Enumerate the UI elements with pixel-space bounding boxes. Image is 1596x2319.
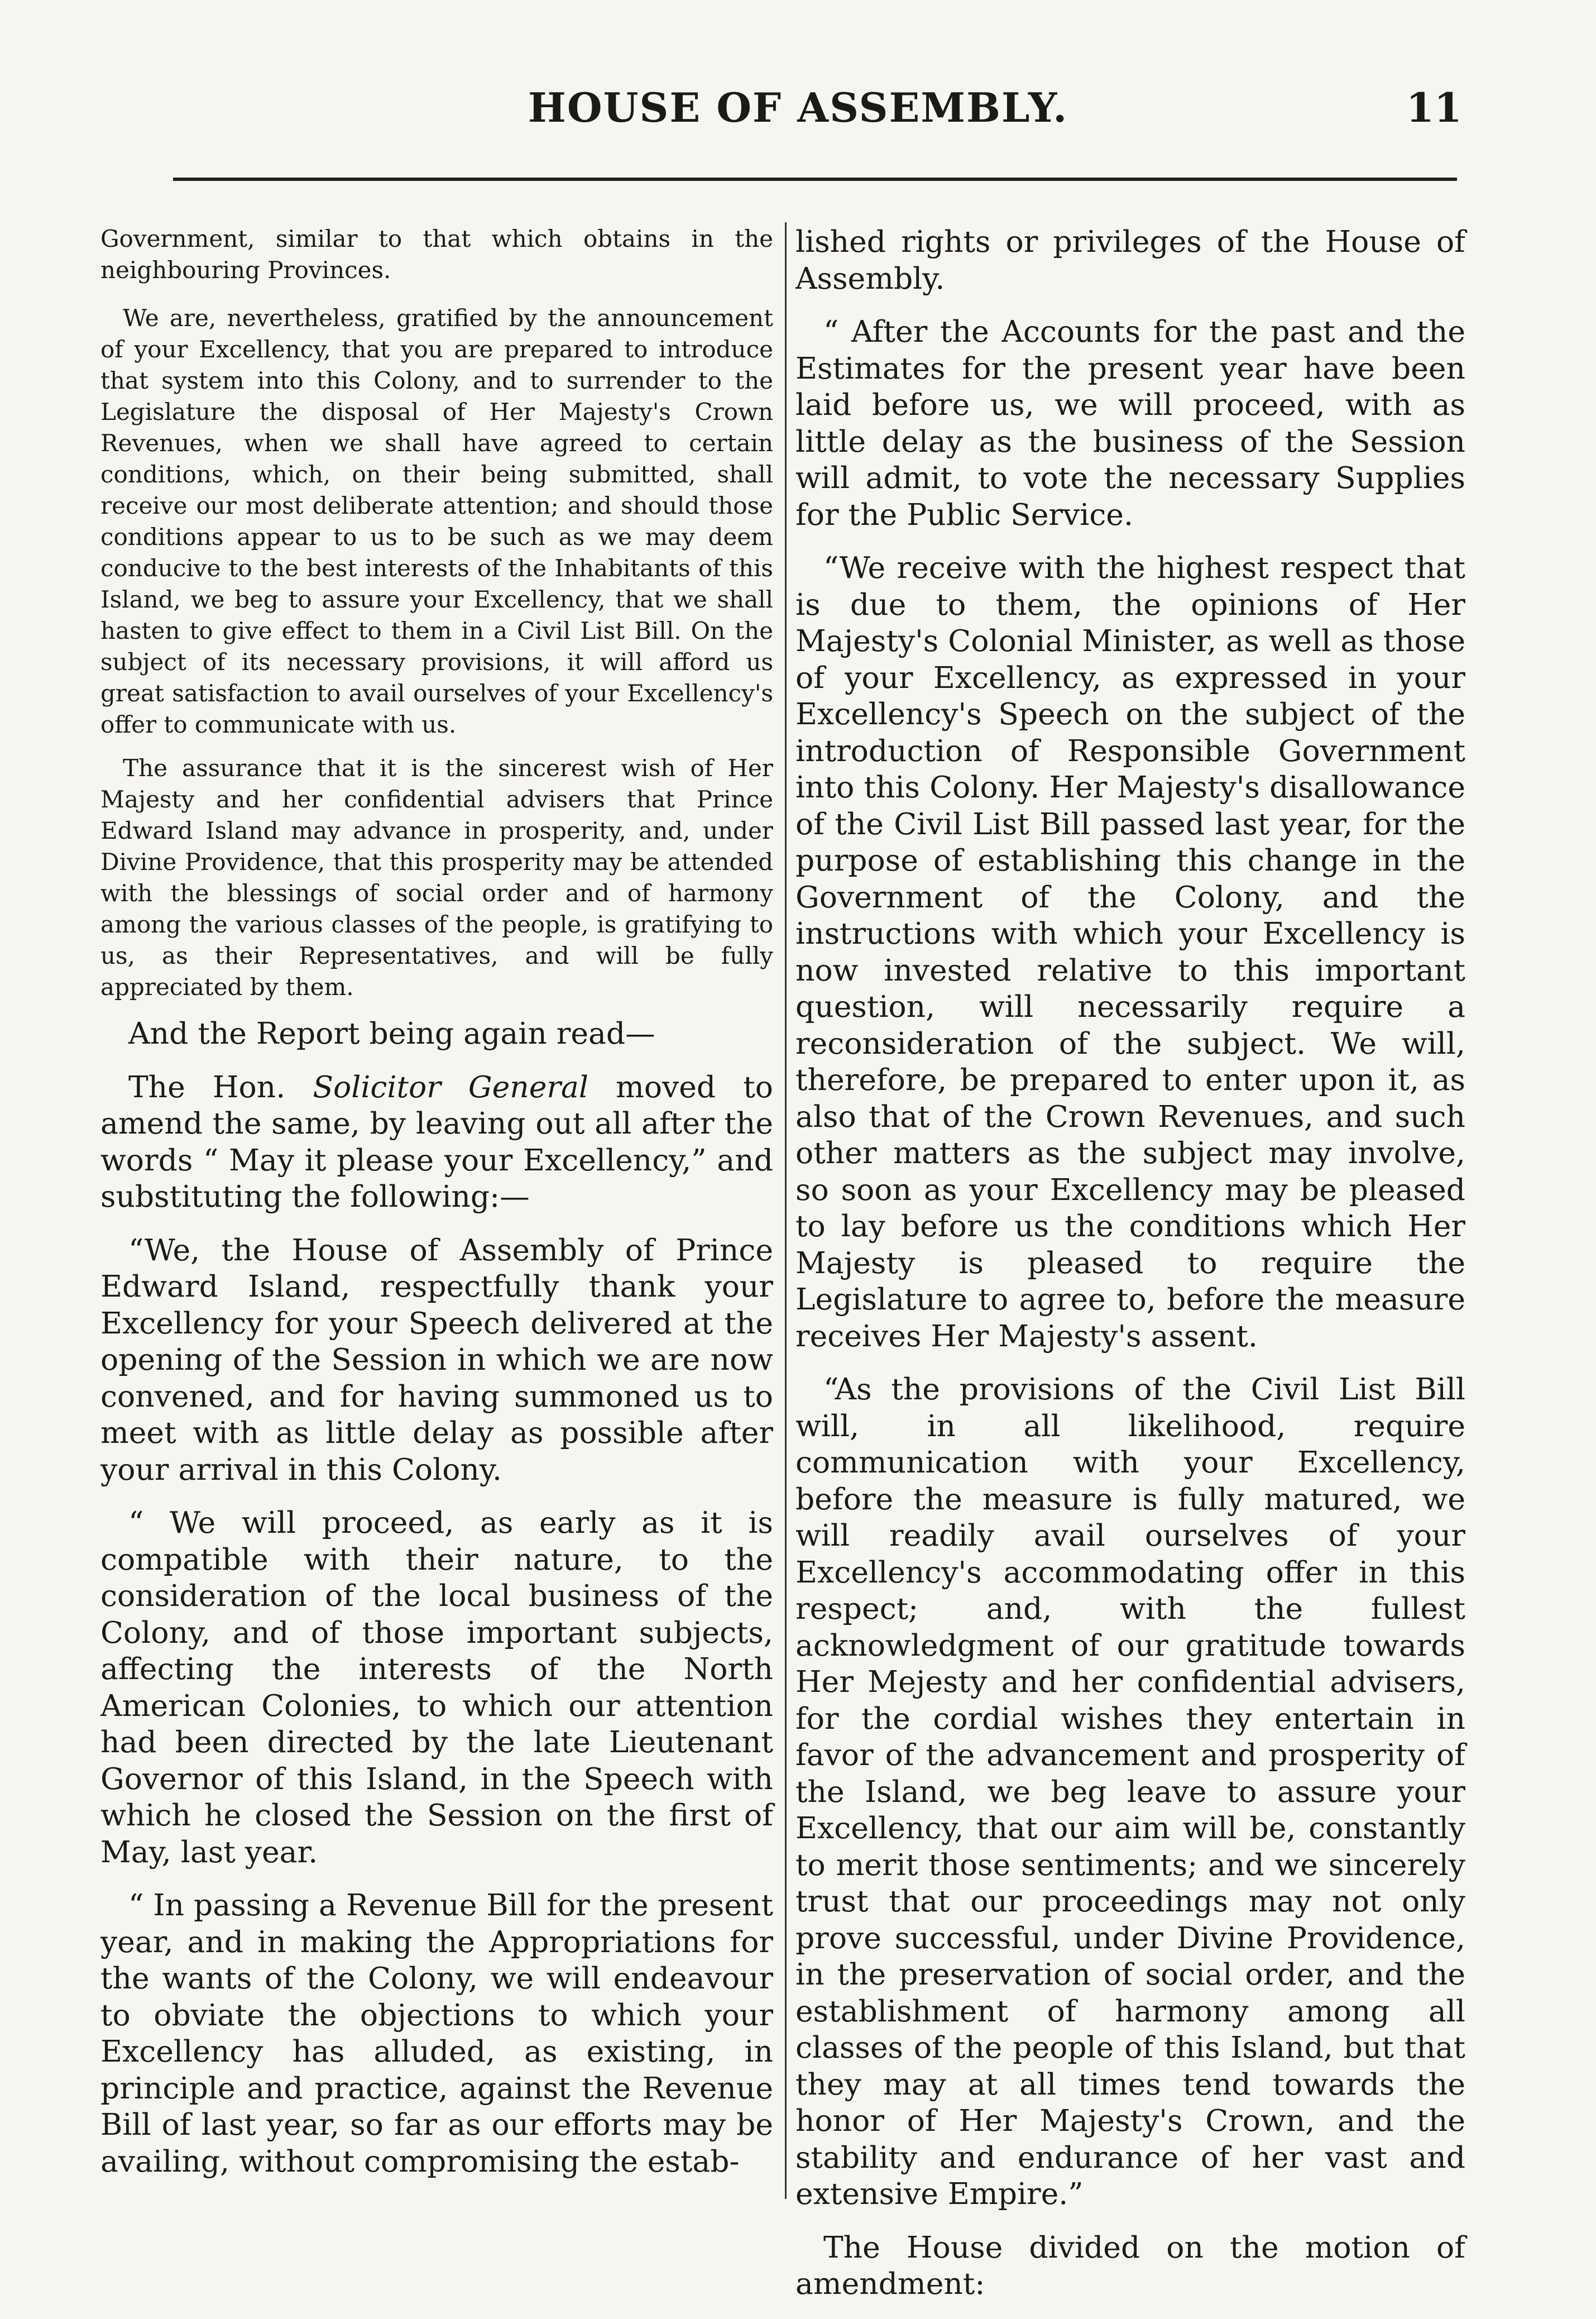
paragraph: “ In passing a Revenue Bill for the present year, and in making the Appropriations for the wants of the Colony, we will endeavour to obviate the objections to which your Excellency has alluded, as existing, in principle and practice, against the Revenue Bill of last year, so far as our efforts may be availing, without compromising the estab- bbox=[100, 1887, 773, 2179]
left-column bbox=[100, 223, 773, 2196]
right-column bbox=[795, 223, 1465, 2319]
paragraph bbox=[100, 1069, 773, 1215]
paragraph: “We receive with the highest respect that is due to them, the opinions of Her Majesty's Colonial Minister, as well as those of your Excellency, as expressed in your Excellency's Speech on the subject of the introduction of Responsible Government into this Colony. Her Majesty's disallowance of the Civil List Bill passed last year, for the purpose of establishing this change in the Government of the Colony, and the instructions with which your Excellency is now invested relative to this important question, will necessarily require a reconsideration of the subject. We will, therefore, be prepared to enter upon it, as also that of the Crown Revenues, and such other matters as the subject may involve, so soon as your Excellency may be pleased to lay before us the conditions which Her Majesty is pleased to require the Legislature to agree to, before the measure receives Her Majesty's assent. bbox=[795, 550, 1465, 1354]
paragraph: The assurance that it is the sincerest wish of Her Majesty and her confidential advisers that Prince Edward Island may advance in prosperity, and, under Divine Providence, that this prosperity may be attended with the blessings of social order and of harmony among the various classes of the people, is gratifying to us, as their Representatives, and will be fully appreciated by them. bbox=[100, 754, 773, 1001]
motion-text: moved to amend the same, by leaving out all after the words “ May it please your Excellency,” and substituting the following:— bbox=[100, 1069, 773, 1214]
paragraph: And the Report being again read— bbox=[128, 1016, 655, 1051]
paragraph: We are, nevertheless, gratified by the announcement of your Excellency, that you are prepared to introduce that system into this Colony, and to surrender to the Legislature the disposal of Her Majesty's Crown Revenues, when we shall have agreed to certain conditions, which, on their being submitted, shall receive our most deliberate attention; and should those conditions appear to us to be such as we may deem conducive to the best interests of the Inhabitants of this Island, we beg to assure your Excellency, that we shall hasten to give effect to them in a Civil List Bill. On the subject of its necessary provisions, it will afford us great satisfaction to avail ourselves of your Excellency's offer to communicate with us. bbox=[100, 304, 773, 738]
column-divider bbox=[785, 222, 787, 2199]
officer-title: Solicitor General bbox=[313, 1069, 588, 1104]
paragraph: “We, the House of Assembly of Prince Edward Island, respectfully thank your Excellency for your Speech delivered at the opening of the Session in which we are now convened, and for having summoned us to meet with as little delay as possible after your arrival in this Colony. bbox=[100, 1232, 773, 1487]
paragraph: The House divided on the motion of amendment: bbox=[795, 2229, 1465, 2301]
paragraph: lished rights or privileges of the House of Assembly. bbox=[795, 224, 1465, 296]
header-rule bbox=[173, 178, 1457, 181]
paragraph: “As the provisions of the Civil List Bill will, in all likelihood, require communication with your Excellency, before the measure is fully matured, we will readily avail ourselves of your Excellency's accommodating offer in this respect; and, with the fullest acknowledgment of our gratitude towards Her Mejesty and her confidential advisers, for the cordial wishes they entertain in favor of the advancement and prosperity of the Island, we beg leave to assure your Excellency, that our aim will be, constantly to merit those sentiments; and we sincerely trust that our proceedings may not only prove successful, under Divine Providence, in the preservation of social order, and the establishment of harmony among all classes of the people of this Island, but that they may at all times tend towards the honor of Her Majesty's Crown, and the stability and endurance of her vast and extensive Empire.” bbox=[795, 1371, 1465, 2211]
paragraph: “ We will proceed, as early as it is compatible with their nature, to the consideration of the local business of the Colony, and of those important subjects, affecting the interests of the North American Colonies, to which our attention had been directed by the late Lieutenant Governor of this Island, in the Speech with which he closed the Session on the first of May, last year. bbox=[100, 1505, 773, 1869]
page-title: HOUSE OF ASSEMBLY. bbox=[528, 84, 1068, 131]
paragraph: “ After the Accounts for the past and the Estimates for the present year have been laid before us, we will proceed, with as little delay as the business of the Session will admit, to vote the necessary Supplies for the Public Service. bbox=[795, 314, 1465, 532]
page-number: 11 bbox=[1406, 84, 1462, 131]
motion-prefix: The Hon. bbox=[128, 1069, 286, 1104]
paragraph: Government, similar to that which obtains in the neighbouring Provinces. bbox=[100, 225, 773, 284]
